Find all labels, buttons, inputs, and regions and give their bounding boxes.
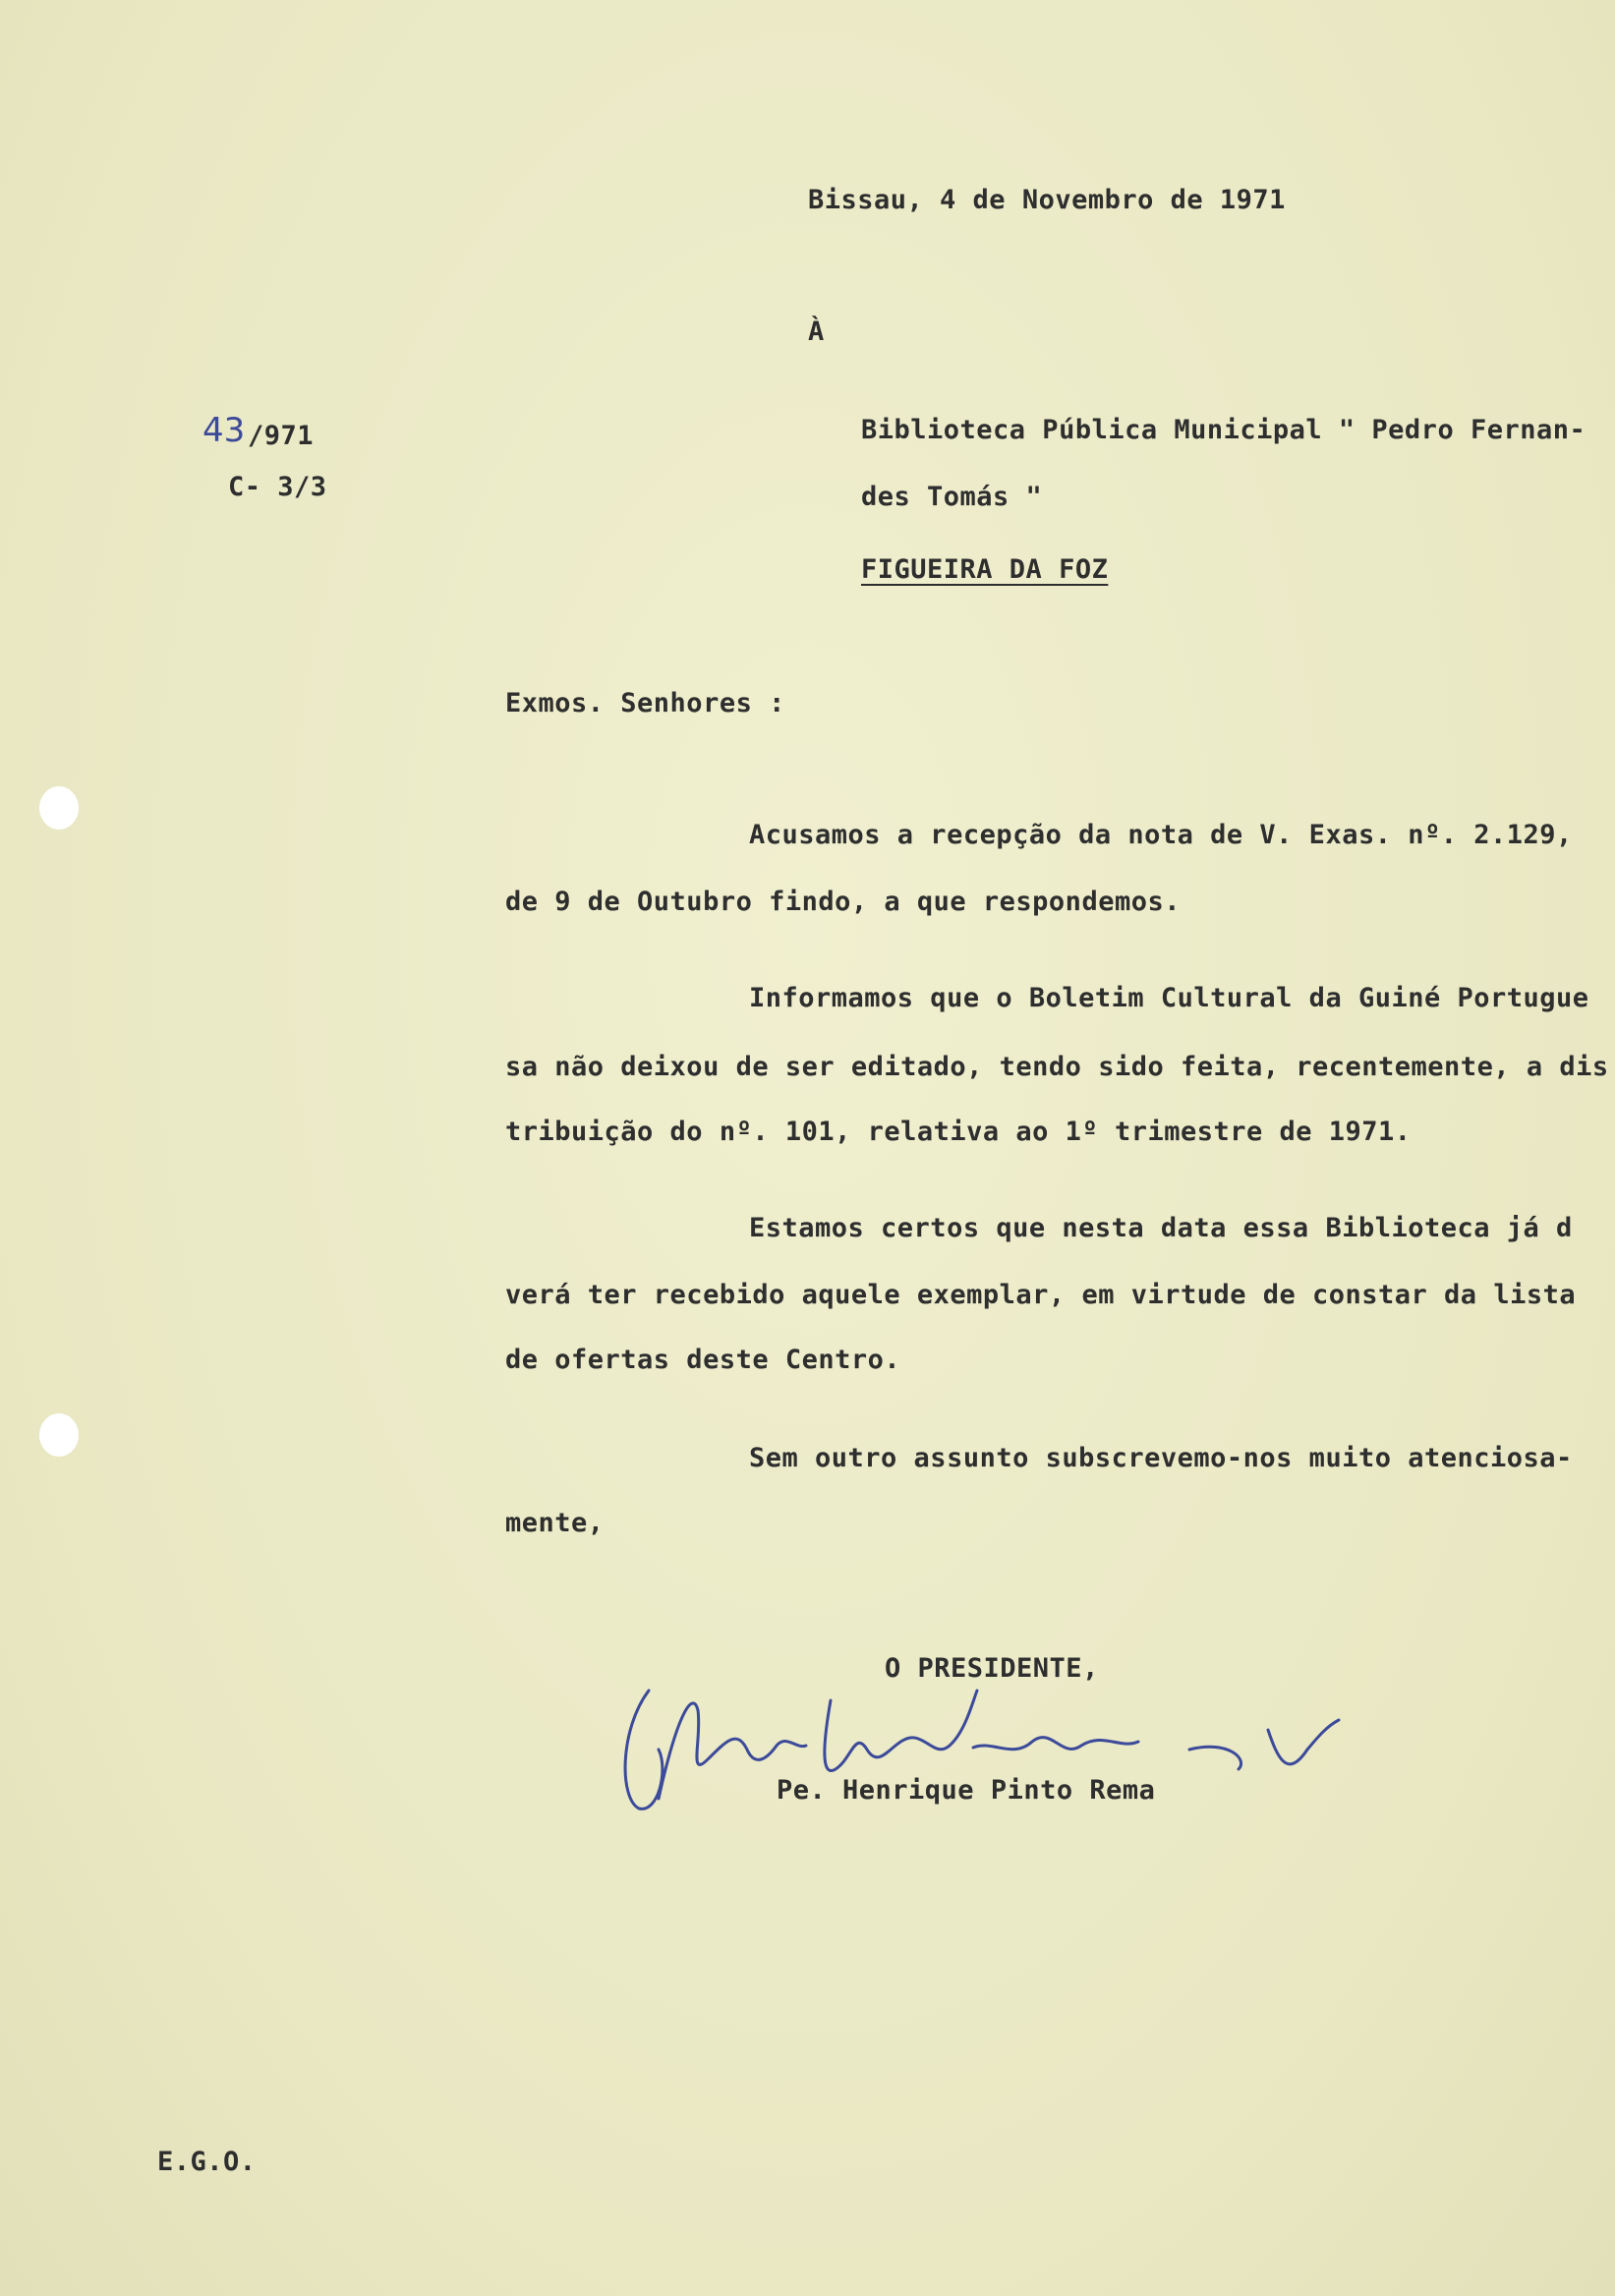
place-date: Bissau, 4 de Novembro de 1971 [808,185,1286,215]
signer-name: Pe. Henrique Pinto Rema [777,1775,1156,1806]
recipient-line-2: des Tomás " [861,482,1043,512]
reference-number-typed: /971 [248,421,315,451]
salutation: Exmos. Senhores : [505,688,785,718]
paragraph-4-line-1: Sem outro assunto subscrevemo-nos muito atenciosa- [749,1443,1573,1473]
paragraph-4-line-2: mente, [505,1508,605,1538]
punch-hole-top [39,786,79,830]
reference-code: C- 3/3 [228,472,327,502]
paragraph-3-line-3: de ofertas deste Centro. [505,1345,901,1375]
paragraph-1-line-2: de 9 de Outubro findo, a que respondemos. [505,887,1181,917]
punch-hole-bottom [39,1413,79,1457]
recipient-city: FIGUEIRA DA FOZ [861,554,1109,585]
recipient-line-1: Biblioteca Pública Municipal " Pedro Fernan- [861,415,1586,445]
paragraph-2-line-2: sa não deixou de ser editado, tendo sido feita, recentemente, a dis [505,1052,1609,1082]
signer-title: O PRESIDENTE, [885,1653,1099,1684]
reference-number-handwritten: 43 [202,411,246,450]
paragraph-3-line-2: verá ter recebido aquele exemplar, em virtude de constar da lista [505,1280,1577,1310]
footer-initials: E.G.O. [157,2147,257,2177]
paragraph-1-line-1: Acusamos a recepção da nota de V. Exas. nº. 2.129, [749,820,1573,850]
paragraph-2-line-1: Informamos que o Boletim Cultural da Guiné Portugue [749,983,1589,1013]
paragraph-2-line-3: tribuição do nº. 101, relativa ao 1º trimestre de 1971. [505,1117,1412,1147]
paragraph-3-line-1: Estamos certos que nesta data essa Biblioteca já d [749,1213,1573,1243]
to-prefix: À [808,316,825,347]
